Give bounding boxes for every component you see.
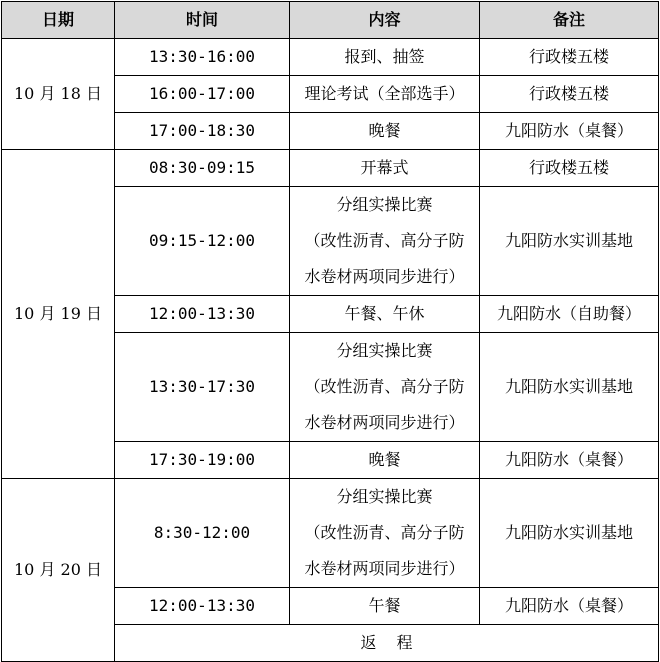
note-cell: 行政楼五楼 [480, 150, 659, 187]
content-line: 水卷材两项同步进行） [304, 267, 465, 286]
content-cell [290, 479, 480, 588]
time-cell: 13:30-17:30 [115, 333, 290, 442]
schedule-table [1, 1, 659, 662]
date-cell: 10 月 18 日 [2, 39, 115, 150]
header-row [2, 2, 659, 39]
content-cell: 理论考试（全部选手） [290, 76, 480, 113]
content-cell: 开幕式 [290, 150, 480, 187]
content-cell: 午餐 [290, 588, 480, 625]
content-line: （改性沥青、高分子防 [304, 231, 465, 250]
time-cell: 08:30-09:15 [115, 150, 290, 187]
table-row [2, 39, 659, 76]
time-cell: 12:00-13:30 [115, 296, 290, 333]
content-cell: 午餐、午休 [290, 296, 480, 333]
content-line: 水卷材两项同步进行） [304, 559, 465, 578]
time-cell: 09:15-12:00 [115, 187, 290, 296]
date-cell: 10 月 20 日 [2, 479, 115, 662]
time-cell: 17:30-19:00 [115, 442, 290, 479]
note-cell: 行政楼五楼 [480, 76, 659, 113]
time-cell: 17:00-18:30 [115, 113, 290, 150]
time-cell: 8:30-12:00 [115, 479, 290, 588]
header-content: 内容 [290, 2, 480, 39]
time-cell: 16:00-17:00 [115, 76, 290, 113]
return-label: 返程 [360, 633, 433, 652]
content-cell: 报到、抽签 [290, 39, 480, 76]
header-date: 日期 [2, 2, 115, 39]
content-cell [290, 333, 480, 442]
return-cell [115, 625, 659, 662]
content-line: 分组实操比赛 [336, 195, 433, 214]
time-cell: 13:30-16:00 [115, 39, 290, 76]
note-cell: 九阳防水（自助餐） [480, 296, 659, 333]
content-line: （改性沥青、高分子防 [304, 377, 465, 396]
content-line: 分组实操比赛 [336, 487, 433, 506]
note-cell: 九阳防水（桌餐） [480, 113, 659, 150]
note-cell: 九阳防水实训基地 [480, 333, 659, 442]
note-cell: 九阳防水（桌餐） [480, 588, 659, 625]
header-note: 备注 [480, 2, 659, 39]
header-time: 时间 [115, 2, 290, 39]
content-cell: 晚餐 [290, 113, 480, 150]
content-cell: 晚餐 [290, 442, 480, 479]
content-line: （改性沥青、高分子防 [304, 523, 465, 542]
time-cell: 12:00-13:30 [115, 588, 290, 625]
date-cell: 10 月 19 日 [2, 150, 115, 479]
content-line: 水卷材两项同步进行） [304, 413, 465, 432]
table-row [2, 150, 659, 187]
note-cell: 九阳防水实训基地 [480, 479, 659, 588]
note-cell: 九阳防水实训基地 [480, 187, 659, 296]
note-cell: 九阳防水（桌餐） [480, 442, 659, 479]
content-cell [290, 187, 480, 296]
content-line: 分组实操比赛 [336, 341, 433, 360]
note-cell: 行政楼五楼 [480, 39, 659, 76]
table-row [2, 479, 659, 588]
